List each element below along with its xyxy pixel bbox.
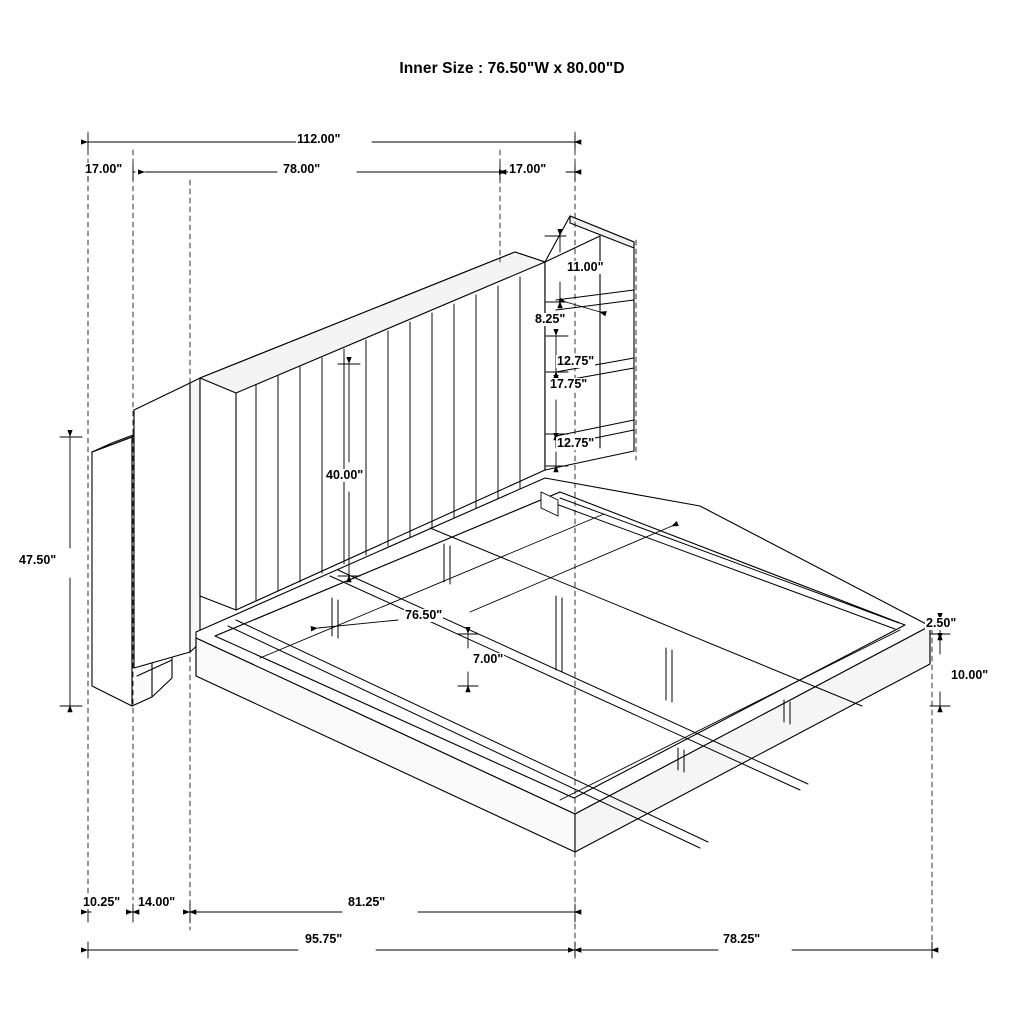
dimension-label-headboard-width: 78.00" [283, 162, 321, 176]
dimension-label-bed-length-b: 95.75" [305, 932, 343, 946]
dimension-label-deck-height: 10.00" [951, 668, 989, 682]
dimension-label-lower-shelf-height: 12.75" [557, 436, 595, 450]
dimension-label-rail-thickness: 2.50" [926, 616, 957, 630]
right-pier-bookcase [545, 216, 634, 470]
dimension-label-pier-depth: 14.00" [138, 895, 176, 909]
dimension-label-slat-clearance: 7.00" [473, 652, 504, 666]
dimension-label-mattress-width: 76.50" [405, 608, 443, 622]
dimension-label-bed-length-c: 78.25" [723, 932, 761, 946]
dimension-label-shelf-depth: 8.25" [535, 312, 566, 326]
dimension-label-shelf-opening-height: 17.75" [550, 377, 588, 391]
dimension-label-overall-width: 112.00" [297, 132, 341, 146]
dimension-label-mid-shelf-height: 12.75" [557, 354, 595, 368]
dimension-label-right-pier-width: 17.00" [509, 162, 547, 176]
dimension-label-pier-height: 47.50" [19, 553, 57, 567]
dimension-label-top-shelf-height: 11.00" [567, 260, 604, 274]
dimension-label-left-overhang: 10.25" [83, 895, 121, 909]
page-title: Inner Size : 76.50"W x 80.00"D [399, 60, 625, 77]
dimension-label-left-pier-width: 17.00" [85, 162, 123, 176]
dimension-label-headboard-height: 40.00" [326, 468, 364, 482]
dimension-label-bed-length-a: 81.25" [348, 895, 386, 909]
